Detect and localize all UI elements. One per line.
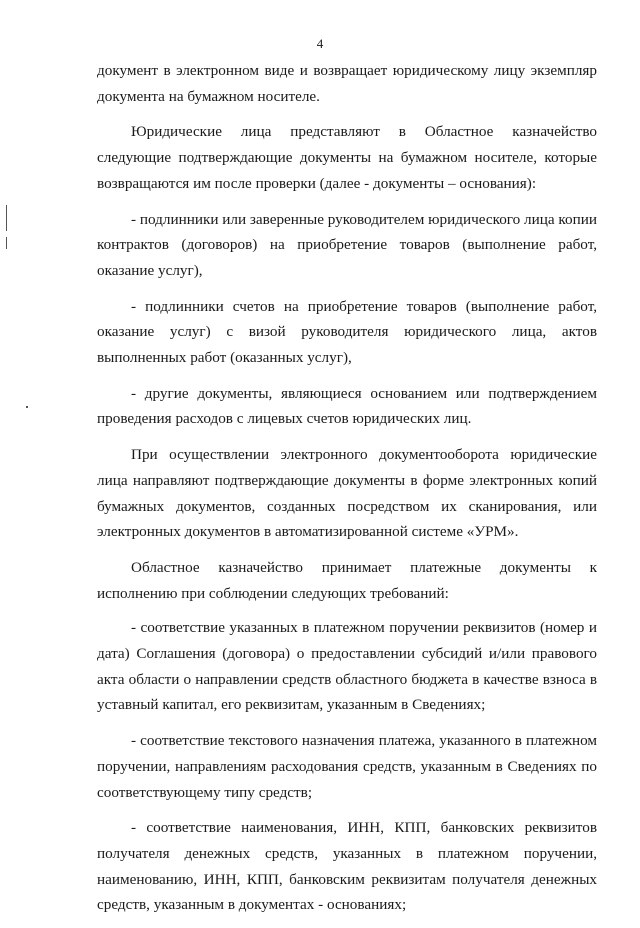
list-item: - подлинники счетов на приобретение товаров (выполнение работ, оказание услуг) с визой руководителя юридического лица, актов выполненных работ (оказанных услуг),	[97, 297, 597, 367]
paragraph: документ в электронном виде и возвращает юридическому лицу экземпляр документа на бумажном носителе.	[97, 62, 597, 105]
paragraph: Областное казначейство принимает платежные документы к исполнению при соблюдении следующих требований:	[97, 558, 597, 602]
page-number: 4	[316, 36, 324, 51]
paragraph: При осуществлении электронного документооборота юридические лица направляют подтверждающие документы в форме электронных копий бумажных документов, созданных посредством их сканирования, или электронных документов в автоматизированной системе «УРМ».	[97, 446, 597, 541]
paragraph: Юридические лица представляют в Областное казначейство следующие подтверждающие документы на бумажном носителе, которые возвращаются им после проверки (далее - документы – основания):	[97, 123, 597, 192]
list-item: - соответствие текстового назначения платежа, указанного в платежном поручении, направлениям расходования средств, указанным в Сведениях по соответствующему типу средств;	[97, 732, 597, 801]
document-body	[97, 58, 597, 928]
list-item: - подлинники или заверенные руководителем юридического лица копии контрактов (договоров) на приобретение товаров (выполнение работ, оказание услуг),	[97, 210, 597, 279]
list-item: - соответствие указанных в платежном поручении реквизитов (номер и дата) Соглашения (договора) о предоставлении субсидий и/или правового акта области о направлении средств областного бюджета в качестве взноса в уставный капитал, его реквизитам, указанным в Сведениях;	[97, 619, 597, 714]
scan-margin-mark	[6, 205, 7, 231]
scan-margin-mark	[6, 237, 7, 249]
scan-margin-mark	[26, 406, 28, 408]
list-item: - соответствие наименования, ИНН, КПП, банковских реквизитов получателя денежных средств, указанных в платежном поручении, наименованию, ИНН, КПП, банковским реквизитам получателя денежных средств, указанным в документах - основаниях;	[97, 819, 597, 914]
list-item: - другие документы, являющиеся основанием или подтверждением проведения расходов с лицевых счетов юридических лиц.	[97, 384, 597, 428]
